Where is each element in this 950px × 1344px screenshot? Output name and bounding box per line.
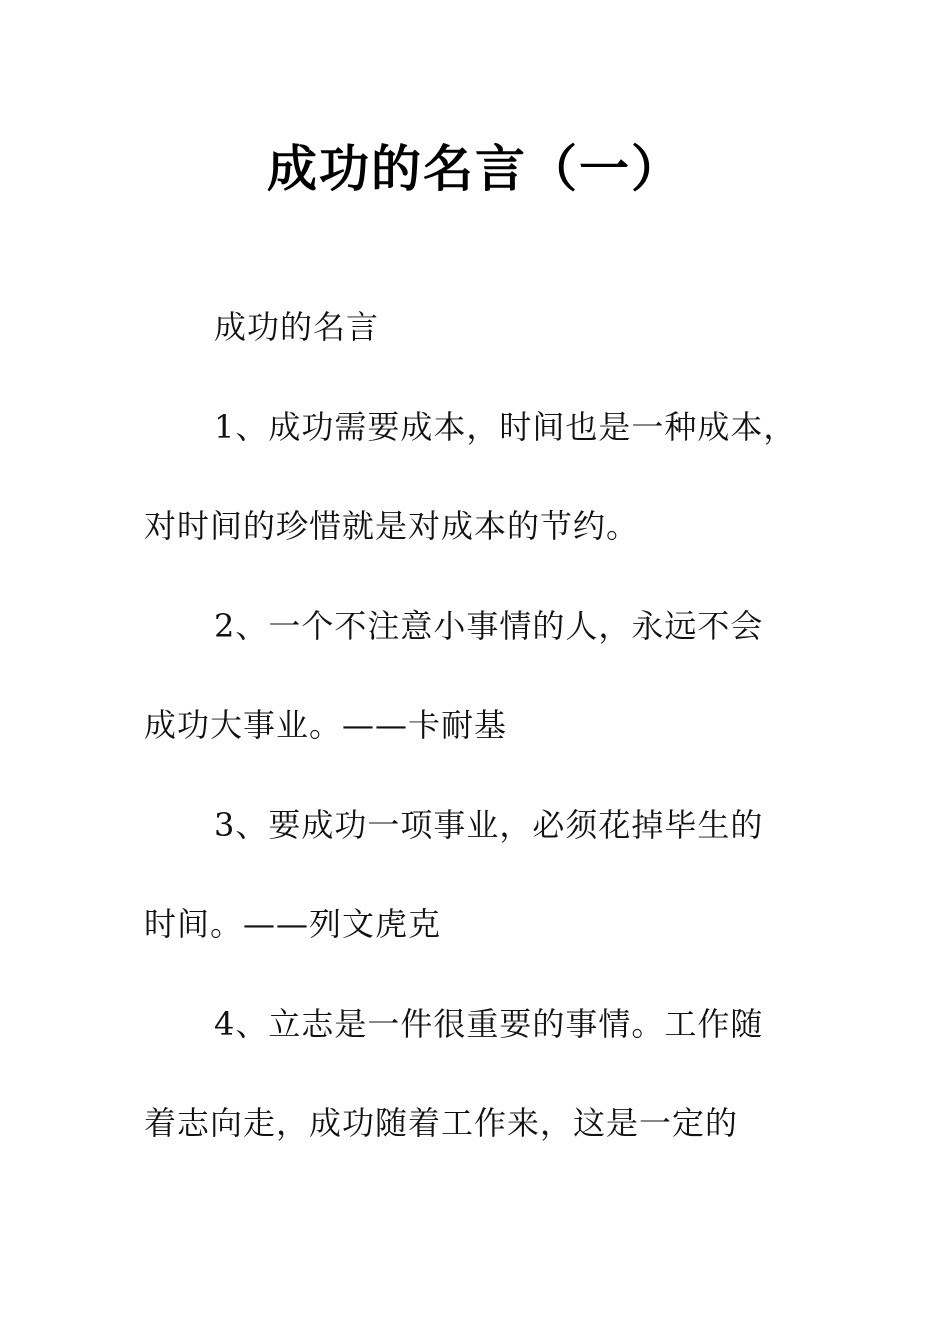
quote-2-line-2: 成功大事业。——卡耐基 [144,706,508,744]
quote-3-line-2: 时间。——列文虎克 [144,905,442,943]
page-title: 成功的名言（一） [267,140,683,198]
quote-3-line-1: 3、要成功一项事业，必须花掉毕生的 [214,806,764,844]
quote-1-line-2: 对时间的珍惜就是对成本的节约。 [144,507,640,545]
quote-2-line-1: 2、一个不注意小事情的人，永远不会 [214,607,764,645]
section-heading: 成功的名言 [214,308,380,346]
quote-4-line-1: 4、立志是一件很重要的事情。工作随 [214,1005,764,1043]
quote-1-line-1: 1、成功需要成本，时间也是一种成本， [214,408,797,446]
quote-4-line-2: 着志向走，成功随着工作来，这是一定的 [144,1104,739,1142]
